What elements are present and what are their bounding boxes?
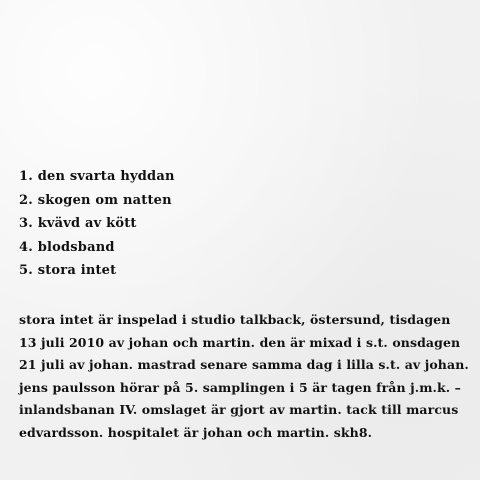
track-item: 4. blodsband bbox=[19, 239, 115, 255]
notes-line: edvardsson. hospitalet är johan och martin. skh8. bbox=[19, 424, 373, 440]
notes-line: jens paulsson hörar på 5. samplingen i 5 är tagen från j.m.k. – bbox=[19, 379, 462, 395]
track-item: 5. stora intet bbox=[19, 263, 117, 278]
notes-line: stora intet är inspelad i studio talkback, östersund, tisdagen bbox=[19, 312, 451, 327]
track-item: 1. den svarta hyddan bbox=[19, 169, 175, 184]
notes-line: 21 juli av johan. mastrad senare samma dag i lilla s.t. av johan. bbox=[19, 357, 469, 372]
notes-line: inlandsbanan IV. omslaget är gjort av martin. tack till marcus bbox=[19, 402, 459, 417]
track-item: 3. kvävd av kött bbox=[19, 216, 137, 231]
tracklist bbox=[19, 165, 175, 283]
track-item: 2. skogen om natten bbox=[19, 192, 172, 208]
recording-notes bbox=[19, 309, 469, 444]
notes-line: 13 juli 2010 av johan och martin. den är mixad i s.t. onsdagen bbox=[19, 334, 461, 350]
